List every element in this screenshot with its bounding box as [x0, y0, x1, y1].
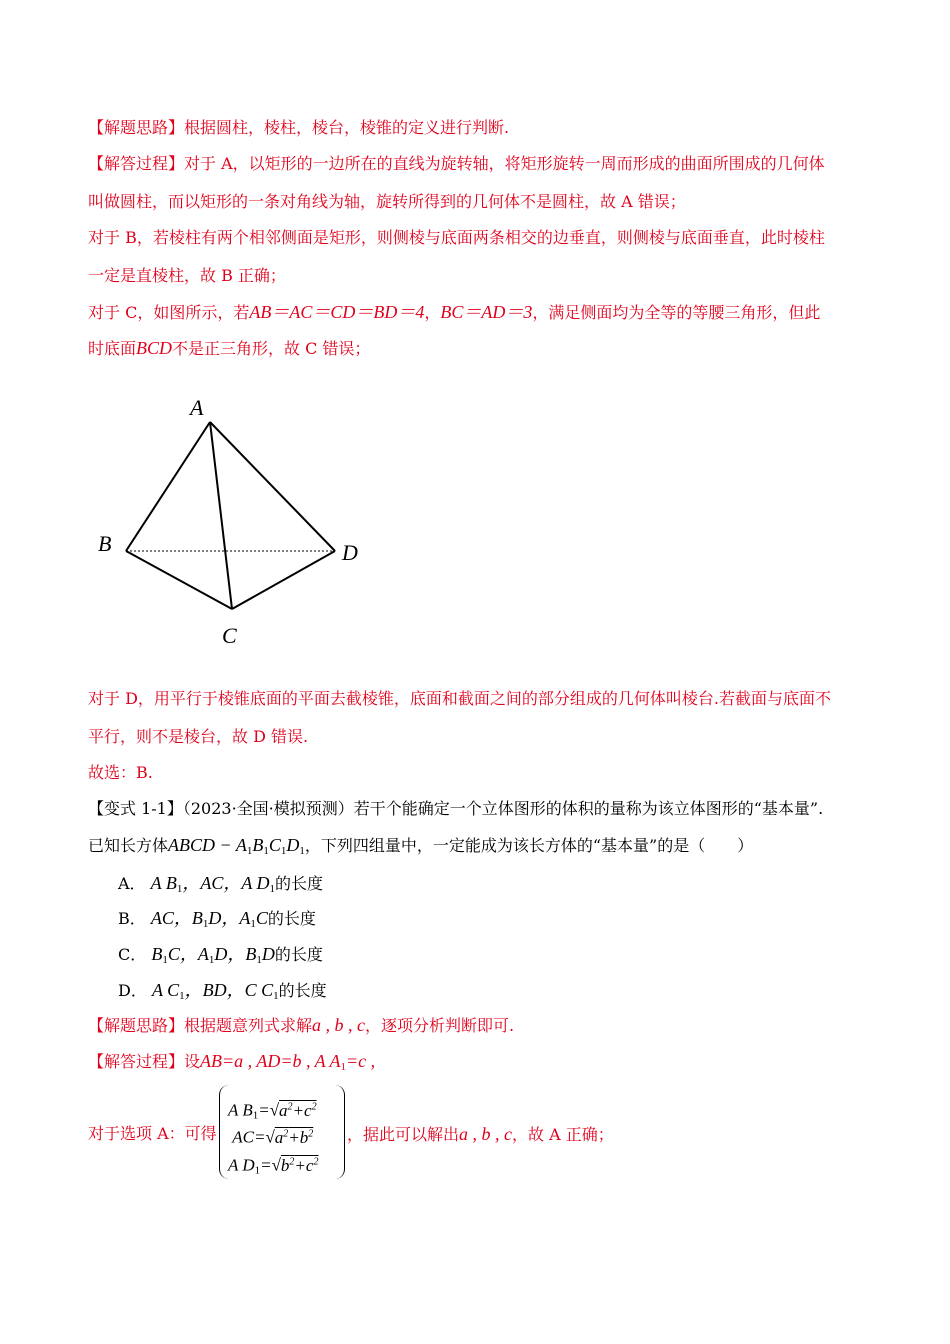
edge-ac [210, 422, 232, 609]
edge-bc [126, 551, 232, 609]
option-c: C． $B_1C$，$A_1D$，$B_1D$的长度 [118, 944, 323, 966]
variant-question-a: 【变式 1-1】（2023·全国·模拟预测）若干个能确定一个立体图形的体积的量称为该立体图形的“基本量”. [88, 799, 824, 818]
section-tag: 【变式 1-1】 [88, 799, 183, 818]
solution-idea-2: 【解题思路】根据题意列式求解a , b , c，逐项分析判断即可. [88, 1015, 515, 1035]
label-c: C [222, 623, 237, 648]
edge-ab [126, 422, 210, 551]
option-d: D． A $C_1$，BD，C $C_1$的长度 [118, 980, 327, 1002]
edge-cd [232, 551, 335, 609]
edge-ad [210, 422, 335, 551]
option-a: A． A $B_1$，AC，A $D_1$的长度 [118, 873, 324, 895]
equation-1: A $B_1=√a^2+c^2$ [228, 1100, 317, 1122]
option-a-result: ，据此可以解出a , b , c，故 A 正确； [347, 1124, 614, 1144]
label-b: B [98, 531, 112, 556]
option-b: B． AC，$B_1D$，$A_1C$的长度 [118, 908, 316, 930]
solution-process-1b: 叫做圆柱，而以矩形的一条对角线为轴，旋转所得到的几何体不是圆柱，故 A 错误； [88, 192, 686, 211]
section-tag: 【解答过程】 [88, 154, 185, 173]
option-b-analysis-a: 对于 B，若棱柱有两个相邻侧面是矩形，则侧棱与底面两条相交的边垂直，则侧棱与底面垂直，此时棱柱 [88, 228, 825, 247]
equation-3: A $D_1=√b^2+c^2$ [228, 1155, 319, 1177]
solution-idea-1: 【解题思路】根据圆柱，棱柱，棱台，棱锥的定义进行判断. [88, 118, 510, 137]
solution-process-2: 【解答过程】设AB=a , AD=b , A $A_1=c$ , [88, 1051, 376, 1073]
section-tag: 【解答过程】 [88, 1052, 185, 1071]
option-b-analysis-b: 一定是直棱柱，故 B 正确； [88, 266, 286, 285]
tetrahedron-figure [90, 390, 380, 660]
equation-2: $AC=√a^2+b^2$ [228, 1127, 314, 1147]
option-d-analysis-a: 对于 D，用平行于棱锥底面的平面去截棱锥，底面和截面之间的部分组成的几何体叫棱台.若截面与底面不 [88, 689, 832, 708]
answer-line: 故选：B. [88, 763, 153, 782]
section-tag: 【解题思路】 [88, 1016, 185, 1035]
option-d-analysis-b: 平行，则不是棱台，故 D 错误. [88, 727, 309, 746]
section-tag: 【解题思路】 [88, 118, 185, 137]
solution-process-1a: 【解答过程】对于 A，以矩形的一边所在的直线为旋转轴，将矩形旋转一周而形成的曲面所围成的几何体 [88, 154, 825, 173]
label-d: D [342, 540, 358, 565]
variant-question-b: 已知长方体ABCD − $A_1B_1C_1D_1$，下列四组量中，一定能成为该长方体的“基本量”的是（ ） [88, 835, 754, 857]
label-a: A [190, 395, 204, 420]
option-a-result-prefix: 对于选项 A：可得 [88, 1124, 217, 1143]
option-c-analysis-b: 时底面BCD不是正三角形，故 C 错误； [88, 338, 371, 358]
option-c-analysis-a: 对于 C，如图所示，若AB＝AC＝CD＝BD＝4，BC＝AD＝3，满足侧面均为全等的等腰三角形，但此 [88, 302, 821, 322]
